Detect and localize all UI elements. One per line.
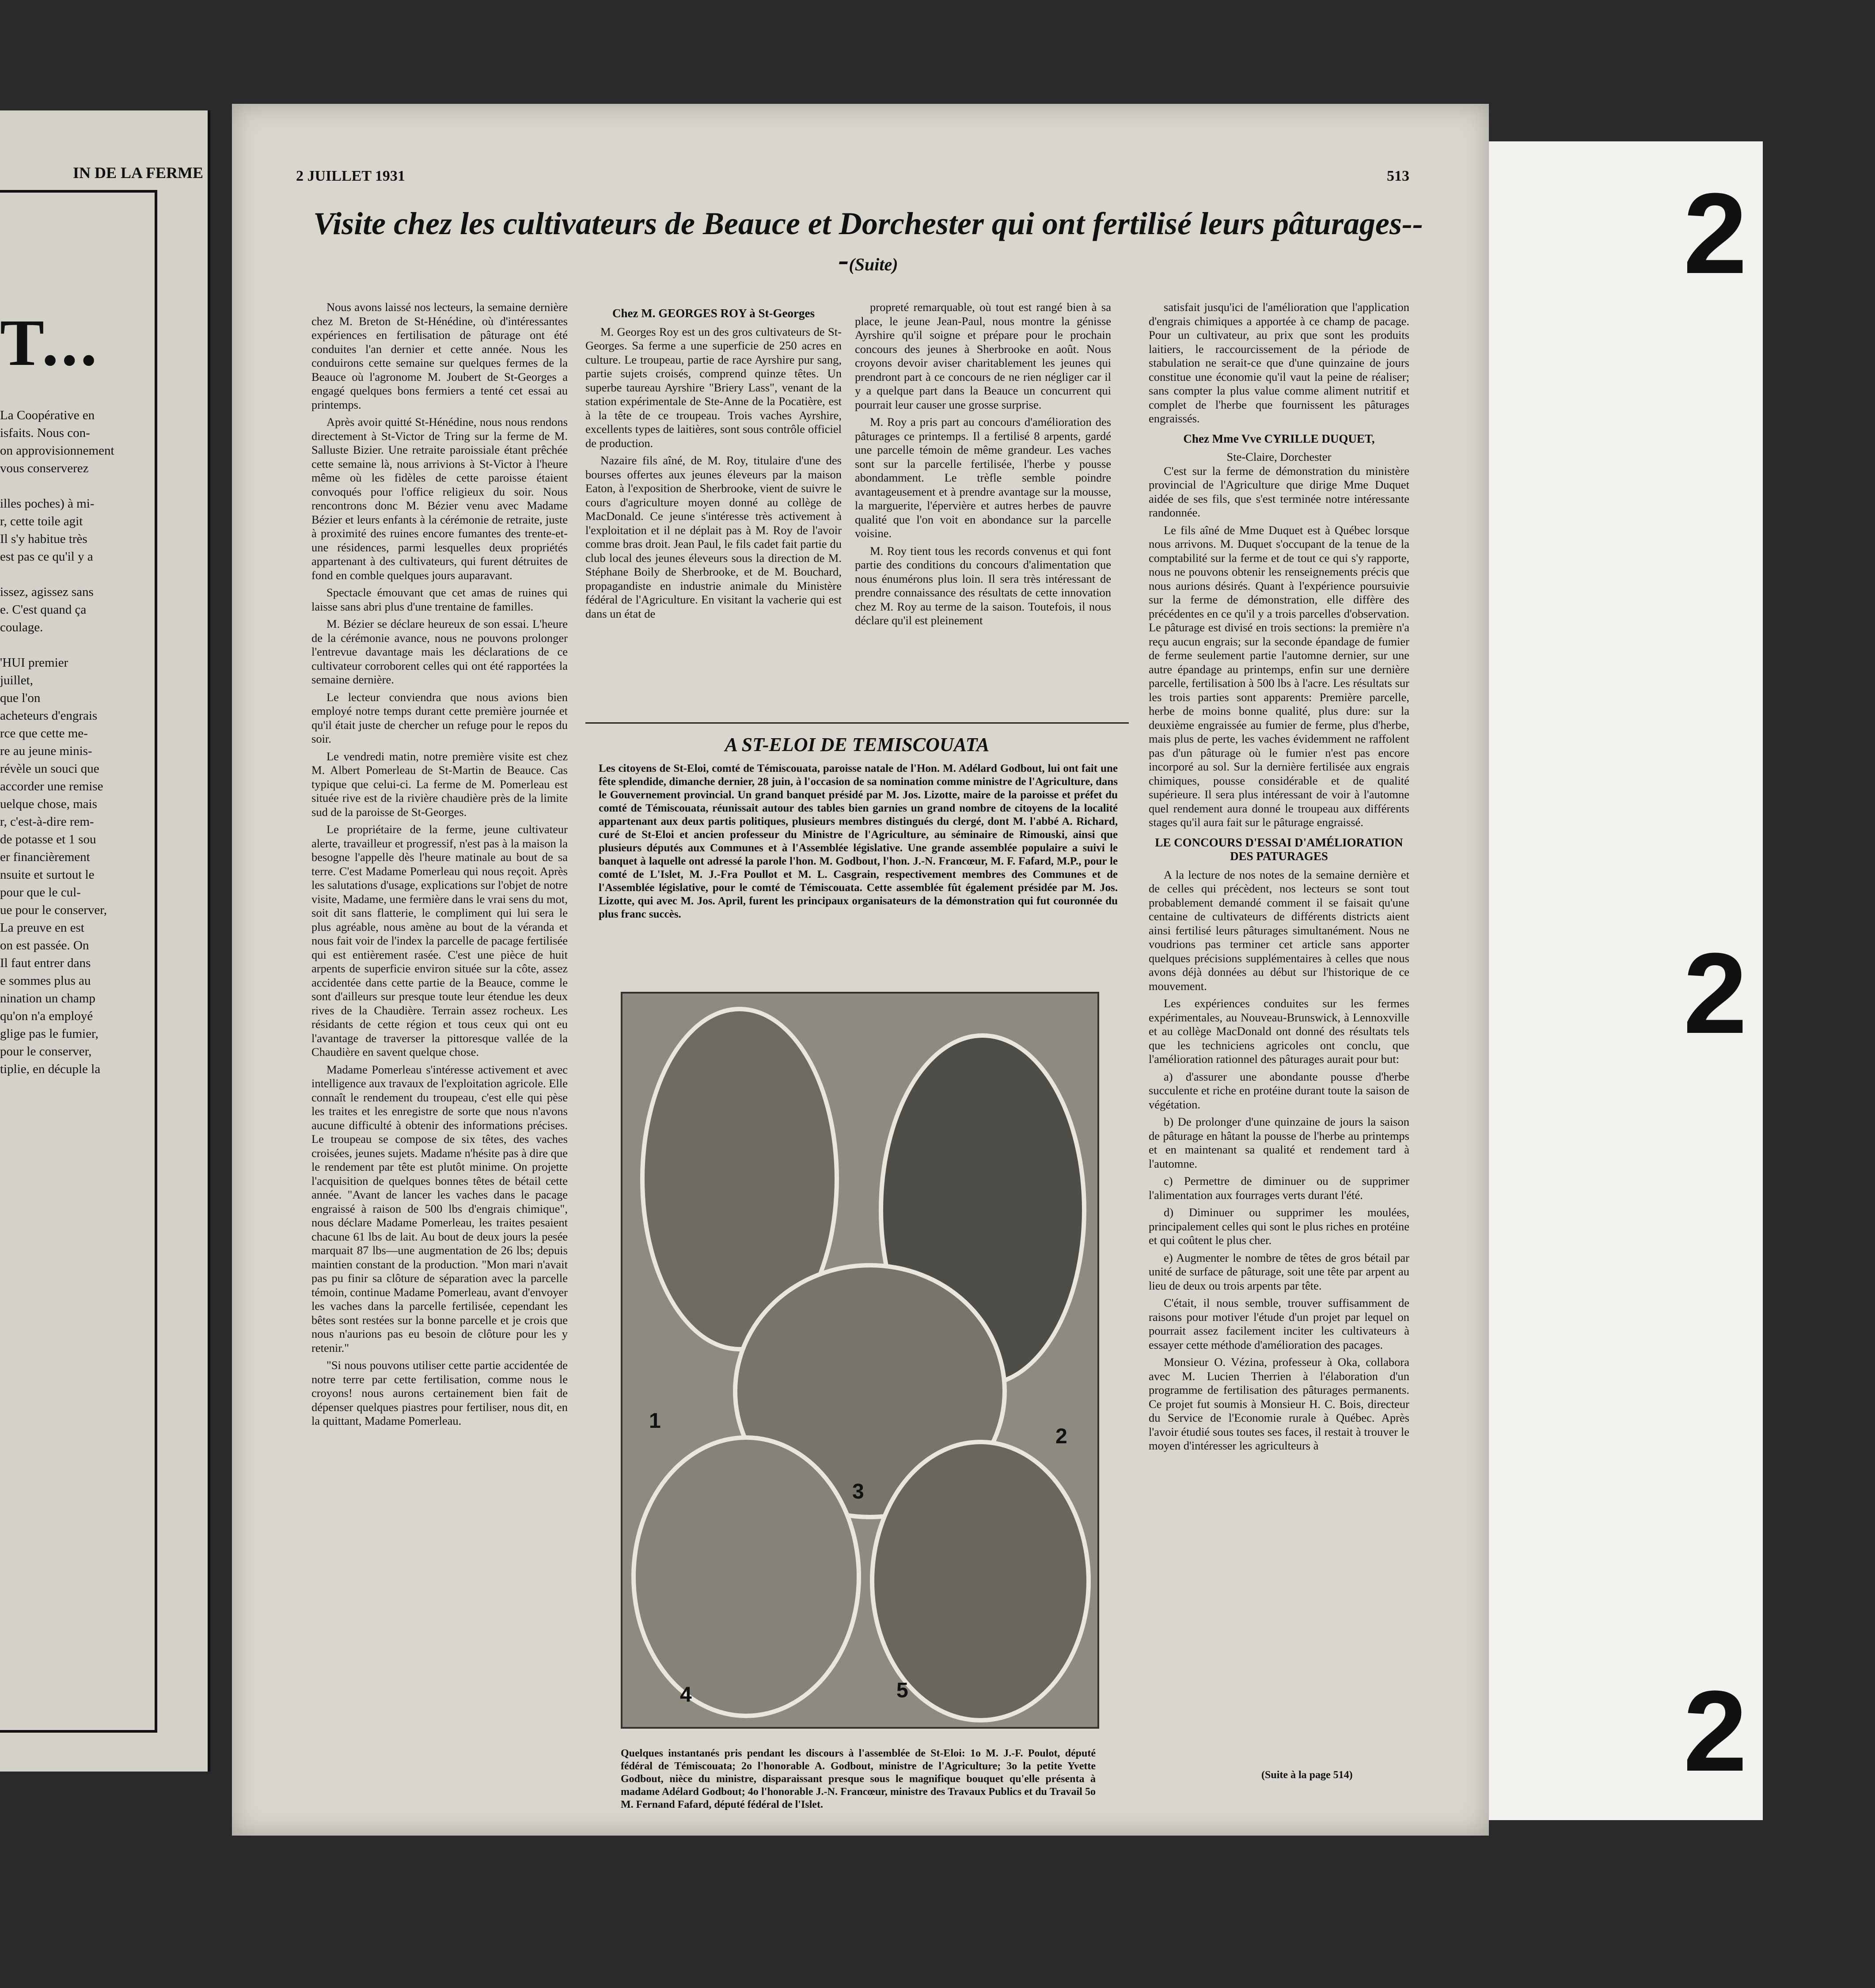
text-line: nination un champ (0, 991, 95, 1005)
text-line (0, 636, 150, 654)
article-title (311, 205, 1425, 283)
paragraph: Le fils aîné de Mme Duquet est à Québec lorsque nous arrivons. M. Duquet s'occupant de la tenue de la comptabilité sur la ferme et de tout ce qui s'y rapporte, nous ne pouvons obtenir les renseignements précis que nous aurions désirés. Quant à l'expérience poursuivie sur la ferme de démonstration, elle diffère des précédentes en ce qu'il y a trois parcelles d'observation. Le pâturage est divisé en trois sections: la première n'a reçu aucun engrais; sur la seconde épandage de fumier de ferme seulement partie l'automne dernier, sur une autre épandage au printemps, enfin sur une dernière parcelle, fertilisation à 500 lbs à l'acre. Les résultats sur les trois parties sont apparents: Première parcelle, herbe de moins bonne qualité, plus dure: sur la deuxième engraissée au fumier de ferme, plus d'herbe, mais plus de perte, les vaches évidemment ne raffolent pas d'un pâturage où le fumier n'est pas encore incorporé au sol. Sur la dernière fertilisée aux engrais chimiques, pousse considérable et de qualité supérieure. Il sera plus intéressant de voir à l'automne quel rendement aura donné le troupeau aux différents stages qu'il aura fait sur le pâturage engraissé. (1149, 523, 1409, 829)
paragraph: Nazaire fils aîné, de M. Roy, titulaire d'une des bourses offertes aux jeunes éleveurs par la maison Eaton, à l'exposition de Sherbrooke, vient de suivre le cours d'agriculture moyen donné au collège de MacDonald. Ce jeune s'intéresse très activement à l'exploitation et il ne déplait pas à M. Roy de l'avoir comme bras droit. Jean Paul, le fils cadet fait partie du club local des jeunes éleveurs sous la direction de M. Stéphane Boily de Sherbrooke, et de M. Bouchard, propagandiste en industrie animale du Ministère fédéral de l'Agriculture. En visitant la vacherie qui est dans un état de (585, 454, 842, 620)
text-line: re au jeune minis- (0, 744, 92, 758)
text-line: La preuve en est (0, 921, 84, 935)
paragraph: Nous avons laissé nos lecteurs, la semaine dernière chez M. Breton de St-Hénédine, où d'intéressantes expériences en fertilisation de pâturage ont été conduites l'an dernier et cette année. Nous les conduirons cette semaine sur quelques fermes de la Beauce où l'agronome M. Joubert de St-Georges a engagé quelques bons fermiers a tenté cet essai au printemps. (311, 300, 568, 411)
paragraph: Les expériences conduites sur les fermes expérimentales, au Nouveau-Brunswick, à Lennoxville et au collège MacDonald ont donné des résultats tels que les techniciens agricoles ont conclu, que l'amélioration rationnel des pâturages aurait pour but: (1149, 997, 1409, 1066)
paragraph: Le propriétaire de la ferme, jeune cultivateur alerte, travailleur et progressif, n'est pas à la maison la besogne l'appelle dès l'heure matinale au bout de sa terre. C'est Madame Pomerleau qui nous reçoit. Après les salutations d'usage, explications sur l'objet de notre visite, Madame, une fermière dans le vrai sens du mot, soit dit sans flatterie, le compliment qui lui sera le plus agréable, nous amène au bout de la véranda et nous fait voir de l'index la parcelle de pacage fertilisée qui est entièrement rasée. C'est une pièce de huit arpents de superficie environ située sur la côte, assez accidentée dans cette partie de la Beauce, comme le sont d'ailleurs sur presque toute leur étendue les deux rives de la Chaudière. Terrain assez rocheux. Les résidants de cette région et tous ceux qui ont eu l'avantage de traverser la pittoresque vallée de la Chaudière en savent quelque chose. (311, 823, 568, 1058)
paragraph: b) De prolonger d'une quinzaine de jours la saison de pâturage en hâtant la pousse de l'herbe au printemps et en maintenant sa qualité et rendement tard à l'automne. (1149, 1115, 1409, 1170)
paragraph: c) Permettre de diminuer ou de supprimer l'alimentation aux fourrages verts durant l'été. (1149, 1174, 1409, 1202)
photo-caption: Quelques instantanés pris pendant les discours à l'assemblée de St-Eloi: 1o M. J.-F. Poulot, député fédéral de Témiscouata; 2o l'honorable A. Godbout, ministre de l'Agriculture; 3o la petite Yvette Godbout, nièce du ministre, disparaissant presque sous le magnifique bouquet qu'elle présenta à madame Adélard Godbout; 4o l'honorable J.-N. Francœur, ministre des Travaux Publics et du Travail 5o M. Fernand Fafard, député fédéral de l'Islet. (621, 1748, 1096, 1810)
text-line: vous conserverez (0, 461, 89, 475)
text-line (0, 565, 150, 583)
section-heading-duquet: Chez Mme Vve CYRILLE DUQUET, (1183, 432, 1375, 445)
article-title-text: Visite chez les cultivateurs de Beauce et Dorchester qui ont fertilisé leurs pâturages--- (313, 206, 1423, 277)
text-line: que l'on (0, 691, 41, 705)
paragraph: M. Georges Roy est un des gros cultivateurs de St-Georges. Sa ferme a une superficie de 250 acres en culture. Le troupeau, partie de race Ayrshire pur sang, partie sujets croisés, comprend quinze têtes. Un superbe taureau Ayrshire "Briery Lass", venant de la station expérimentale de Ste-Anne de la Pocatière, est à la tête de ce troupeau. Trois vaches Ayrshire, excellents types de laitières, sont sous contrôle officiel de production. (585, 325, 842, 450)
photo-number-3: 3 (852, 1480, 864, 1503)
film-frame-number: 2 (1683, 170, 1747, 298)
text-line: on approvisionnement (0, 444, 114, 458)
text-line: de potasse et 1 sou (0, 832, 96, 846)
text-line: tiplie, en décuple la (0, 1062, 101, 1076)
paragraph: satisfait jusqu'ici de l'amélioration que l'application d'engrais chimiques a apportée à ce champ de pacage. Pour un cultivateur, au prix que sont les produits laitiers, le raccourcissement de la période de stabulation ne serait-ce que d'une quinzaine de jours constitue une économie qu'il vaut la peine de réaliser; sans compter la plus value comme aliment nutritif et complet de l'herbe que fournissent les pâturages engraissés. (1149, 300, 1409, 425)
text-line: révèle un souci que (0, 762, 99, 776)
text-line: coulage. (0, 620, 43, 634)
text-line: ue pour le conserver, (0, 903, 107, 917)
st-eloi-title: A ST-ELOI DE TEMISCOUATA (725, 734, 990, 755)
paragraph: A la lecture de nos notes de la semaine dernière et de celles qui précèdent, nos lecteurs se sont tout probablement demandé comment il se faisait qu'une centaine de cultivateurs de différents districts aient ainsi fertilisé leurs pâturages simultanément. Nous ne voudrions pas terminer cet article sans apporter quelques précisions supplémentaires à celles que nous avons déjà données au début sur l'historique de ce mouvement. (1149, 868, 1409, 993)
paragraph: M. Roy a pris part au concours d'amélioration des pâturages ce printemps. Il a fertilisé 8 arpents, gardé une parcelle témoin de même grandeur. Les vaches sont sur la parcelle fertilisée, l'herbe y pousse abondamment. Le trèfle semble poindre avantageusement et à prendre avantage sur la mousse, la marguerite, l'épervière et autres herbes de pauvre qualité que l'on voit en abondance sur la parcelle voisine. (855, 415, 1111, 540)
article-column-2 (585, 300, 842, 624)
text-line: nsuite et surtout le (0, 868, 95, 882)
text-line: on est passée. On (0, 938, 89, 952)
paragraph: Le lecteur conviendra que nous avions bien employé notre temps durant cette première journée et qu'il était juste de chercher un refuge pour le repos du soir. (311, 690, 568, 745)
text-line: Il faut entrer dans (0, 956, 91, 970)
paragraph: M. Bézier se déclare heureux de son essai. L'heure de la cérémonie avance, nous ne pouvons prolonger l'entrevue davantage mais les déclarations de ce cultivateur corroborent celles qui ont été rapportées la semaine dernière. (311, 617, 568, 686)
text-line: qu'on n'a employé (0, 1009, 93, 1023)
text-line: e. C'est quand ça (0, 603, 87, 617)
paragraph: e) Augmenter le nombre de têtes de gros bétail par unité de surface de pâturage, soit une tête par arpent au lieu de deux ou trois arpents par tête. (1149, 1251, 1409, 1292)
text-line: uelque chose, mais (0, 797, 97, 811)
article-title-suffix: (Suite) (849, 254, 898, 274)
photo-number-1: 1 (649, 1409, 661, 1433)
text-line: La Coopérative en (0, 408, 95, 422)
text-line: Il s'y habitue très (0, 532, 87, 546)
text-line: er financièrement (0, 850, 90, 864)
text-line: e sommes plus au (0, 974, 91, 988)
paragraph: M. Roy tient tous les records convenus et qui font partie des conditions du concours d'alimentation que nous énumérons plus loin. Il sera très intéressant de prendre connaissance des résultats de cette innovation chez M. Roy au terme de la saison. Toutefois, il nous déclare qu'il est pleinement (855, 544, 1111, 627)
left-page-fragment (0, 110, 210, 1772)
text-line: 'HUI premier (0, 656, 68, 670)
photo-montage (621, 992, 1099, 1729)
left-page-header: IN DE LA FERME (72, 164, 203, 182)
left-page-text (0, 406, 150, 1078)
paragraph: d) Diminuer ou supprimer les moulées, principalement celles qui sont le plus riches en protéine et qui coûtent le plus cher. (1149, 1206, 1409, 1247)
film-frame-number: 2 (1683, 1667, 1747, 1795)
text-line: pour le conserver, (0, 1044, 92, 1058)
st-eloi-body: Les citoyens de St-Eloi, comté de Témiscouata, paroisse natale de l'Hon. M. Adélard Godbout, lui ont fait une fête splendide, dimanche dernier, 28 juin, à l'occasion de sa nomination comme ministre de l'Agriculture, dans le Gouvernement provincial. Un grand banquet présidé par M. Jos. Lizotte, maire de la paroisse et préfet du comté de Témiscouata, réunissait autour des tables bien garnies un grand nombre de citoyens de la localité appartenant aux deux partis politiques, plusieurs membres distingués du clergé, dont M. l'abbé A. Richard, curé de St-Eloi et ancien professeur du Ministre de l'Agriculture, au séminaire de Rimouski, ainsi que plusieurs députés aux Communes et à l'Assemblée législative. Une grande assemblée populaire a suivi le banquet à laquelle ont adressé la parole l'hon. M. Godbout, l'hon. J.-N. Francœur, M. F. Fafard, M.P., pour le comté de L'Islet, M. J.-Fra Poullot et M. L. Casgrain, respectivement membres des Communes et de l'Assemblée législative, pour le comté de Témiscouata. Cette assemblée fût également présidée par M. Jos. Lizotte, qui avec M. Jos. April, furent les principaux organisateurs de la démonstration qui fut couronnée du plus franc succès. (599, 763, 1118, 920)
paragraph: propreté remarquable, où tout est rangé bien à sa place, le jeune Jean-Paul, nous montre la génisse Ayrshire qu'il soigne et prépare pour le prochain concours des jeunes à Sherbrooke en août. Nous croyons devoir aviser charitablement les jeunes qui prendront part à ce concours de ne rien négliger car il y a quelque part dans la Beauce un concurrent qui pourrait leur causer une grosse surprise. (855, 300, 1111, 411)
paragraph: Monsieur O. Vézina, professeur à Oka, collabora avec M. Lucien Therrien à l'élaboration d'un programme de fertilisation des pâturages permanents. Ce projet fut soumis à Monsieur H. C. Bois, directeur du Service de l'Economie rurale à Québec. Après l'avoir étudié sous toutes ses faces, il restait à trouver le moyen d'intéresser les agriculteurs à (1149, 1355, 1409, 1452)
text-line: illes poches) à mi- (0, 497, 95, 511)
continued-reference: (Suite à la page 514) (1261, 1769, 1353, 1781)
section-heading-concours: LE CONCOURS D'ESSAI D'AMÉLIORATION DES PATURAGES (1155, 835, 1403, 863)
text-line: est pas ce qu'il y a (0, 550, 93, 564)
article-column-1 (311, 300, 568, 1432)
paragraph: Après avoir quitté St-Hénédine, nous nous rendons directement à St-Victor de Tring sur la ferme de M. Salluste Bizier. Une retraite paroissiale étant prêchée cette semaine là, nous arrivions à St-Victor à l'heure même où les fidèles de cette paroisse étaient convoqués pour l'office religieux du soir. Nous rencontrons donc M. Bézier venu avec Madame Bézier et leurs enfants à la cérémonie de retraite, juste à proximité des ruines encore fumantes des trente-et-une résidences, parmi lesquelles deux propriétés appartenant à des cultivateurs, qui furent détruites de fond en comble quelques jours auparavant. (311, 415, 568, 582)
text-line: pour que le cul- (0, 885, 81, 899)
text-line: r, cette toile agit (0, 514, 83, 528)
page-date: 2 JUILLET 1931 (296, 168, 405, 184)
paragraph: Spectacle émouvant que cet amas de ruines qui laisse sans abri plus d'une trentaine de familles. (311, 586, 568, 613)
photo-oval-4 (631, 1435, 861, 1718)
text-line: issez, agissez sans (0, 585, 94, 599)
photo-number-4: 4 (680, 1683, 692, 1707)
paragraph: Madame Pomerleau s'intéresse activement et avec intelligence aux travaux de l'exploitation agricole. Elle connaît le rendement du troupeau, c'est elle qui pèse les traites et les enregistre de sorte que nous n'avons aucune difficulté à obtenir des informations précises. Le troupeau se compose de six têtes, des vaches croisées, jeunes sujets. Madame n'hésite pas à dire que le rendement par tête est plutôt minime. On projette l'acquisition de quelques bonnes têtes de bétail cette année. "Avant de lancer les vaches dans le pacage engraissé à raison de 500 lbs d'engrais chimique", nous déclare Madame Pomerleau, les traites pesaient chacune 61 lbs de lait. Au bout de deux jours la pesée marquait 87 lbs—une augmentation de 26 lbs; depuis maintien constant de la production. "Mon mari n'avait pas pu finir sa clôture de séparation avec la parcelle témoin, continue Madame Pomerleau, avant d'envoyer les vaches dans la parcelle fertilisée, cependant les bêtes sont restées sur la bonne parcelle et je crois que nous n'aurions pas eu besoin de clôture pour les y retenir." (311, 1062, 568, 1354)
paragraph: Le vendredi matin, notre première visite est chez M. Albert Pomerleau de St-Martin de Beauce. Cas typique que celui-ci. La ferme de M. Pomerleau est située rive est de la rivière chaudière près de la limite sud de la paroisse de St-Georges. (311, 749, 568, 819)
paragraph: C'est sur la ferme de démonstration du ministère provincial de l'Agriculture que dirige Mme Duquet aidée de ses fils, que s'est terminée notre intéressante randonnée. (1149, 464, 1409, 519)
text-line: rce que cette me- (0, 726, 88, 740)
section-subheading-duquet: Ste-Claire, Dorchester (1226, 450, 1332, 463)
paragraph: a) d'assurer une abondante pousse d'herbe succulente et riche en protéine durant toute la saison de végétation. (1149, 1070, 1409, 1111)
section-divider (585, 722, 1129, 724)
paragraph: C'était, il nous semble, trouver suffisamment de raisons pour motiver l'étude d'un projet par lequel on pourrait assez facilement inciter les cultivateurs à essayer cette méthode d'amélioration des pacages. (1149, 1296, 1409, 1351)
text-line: r, c'est-à-dire rem- (0, 815, 94, 829)
paragraph: "Si nous pouvons utiliser cette partie accidentée de notre terre par cette fertilisation, comme nous le croyons! nous aurons certainement bien fait de dépenser quelques piastres pour fertiliser, nous dit, en la quittant, Madame Pomerleau. (311, 1358, 568, 1427)
photo-number-2: 2 (1055, 1425, 1067, 1448)
text-line: isfaits. Nous con- (0, 426, 90, 440)
text-line: juillet, (0, 673, 33, 687)
text-line: accorder une remise (0, 779, 103, 793)
text-line: acheteurs d'engrais (0, 709, 98, 723)
section-heading-roy: Chez M. GEORGES ROY à St-Georges (612, 307, 815, 320)
newspaper-page (232, 104, 1489, 1836)
text-line (0, 477, 150, 495)
page-number: 513 (1387, 168, 1409, 184)
photo-number-5: 5 (896, 1679, 908, 1702)
film-frame-number: 2 (1683, 930, 1747, 1058)
article-column-3 (855, 300, 1111, 631)
article-column-4 (1149, 300, 1409, 1457)
text-line: glige pas le fumier, (0, 1027, 99, 1041)
left-page-big-text: T... (0, 306, 100, 379)
film-strip (1489, 141, 1763, 1820)
